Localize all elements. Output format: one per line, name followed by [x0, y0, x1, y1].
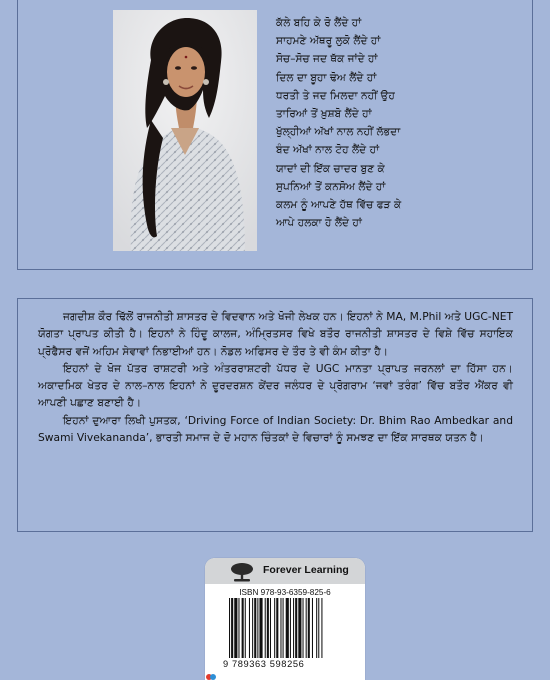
barcode-bar — [274, 598, 275, 658]
bio-paragraph: ਜਗਦੀਸ਼ ਕੌਰ ਢਿੱਲੋਂ ਰਾਜਨੀਤੀ ਸ਼ਾਸਤਰ ਦੇ ਵਿਦਵਾਨ ਅਤੇ ਖੋਜੀ ਲੇਖਕ ਹਨ। ਇਹਨਾਂ ਨੇ MA, M.Phil ਅਤੇ UGC-NET ਯੋਗਤਾ ਪ੍ਰਾਪਤ ਕੀਤੀ ਹੈ। ਇਹਨਾਂ ਨੇ ਹਿੰਦੂ ਕਾਲਜ, ਅੰਮ੍ਰਿਤਸਰ ਵਿਖੇ ਬਤੌਰ ਰਾਜਨੀਤੀ ਸ਼ਾਸਤਰ ਦੇ ਵਿਸ਼ੇ ਵਿੱਚ ਸਹਾਇਕ ਪ੍ਰੋਫੈਸਰ ਵਜੋਂ ਅਹਿਮ ਸੇਵਾਵਾਂ ਨਿਭਾਈਆਂ ਹਨ। ਨੋਡਲ ਅਫਿਸਰ ਦੇ ਤੌਰ ਤੇ ਵੀ ਕੰਮ ਕੀਤਾ ਹੈ। — [38, 310, 513, 358]
publisher-logo-icon — [206, 672, 216, 680]
barcode-bar — [308, 598, 310, 658]
poem-line: ਧਰਤੀ ਤੇ ਜਦ ਮਿਲਦਾ ਨਹੀਂ ਉਹ — [276, 89, 395, 102]
barcode-bar — [298, 598, 301, 658]
barcode-bar — [295, 598, 297, 658]
poem-line: ਕੱਲੇ ਬਹਿ ਕੇ ਰੋ ਲੈਂਦੇ ਹਾਂ — [276, 17, 362, 29]
poem-line: ਆਪੇ ਹਲਕਾ ਹੋ ਲੈਂਦੇ ਹਾਂ — [276, 217, 362, 230]
barcode-bar — [249, 598, 250, 658]
publisher-name: Forever Learning — [263, 564, 349, 576]
bio-paragraph: ਇਹਨਾਂ ਦੁਆਰਾ ਲਿਖੀ ਪੁਸਤਕ, ‘Driving Force of Indian Society: Dr. Bhim Rao Ambedkar and Swami Vivekananda’, ਭਾਰਤੀ ਸਮਾਜ ਦੇ ਦੋ ਮਹਾਨ ਚਿੰਤਕਾਂ ਦੇ ਵਿਚਾਰਾਂ ਨੂੰ ਸਮਝਣ ਦਾ ਇੱਕ ਸਾਰਥਕ ਯਤਨ ਹੈ। — [38, 413, 513, 445]
barcode-card — [205, 558, 365, 680]
barcode-bar — [245, 598, 246, 658]
barcode-bar — [280, 598, 281, 658]
poem-line: ਸੁਪਨਿਆਂ ਤੋਂ ਕਨਸੋਅ ਲੈਂਦੇ ਹਾਂ — [276, 180, 386, 193]
poem-line: ਤਾਰਿਆਂ ਤੋਂ ਖ਼ੁਸ਼ਬੋ ਲੈਂਦੇ ਹਾਂ — [276, 108, 372, 121]
barcode-bar — [293, 598, 294, 658]
author-photo — [113, 10, 257, 251]
barcode-bar — [265, 598, 266, 658]
barcode-bar — [321, 598, 322, 658]
portrait-image — [113, 10, 257, 251]
barcode-bar — [318, 598, 319, 658]
isbn-text: ISBN 978-93-6359-825-6 — [239, 588, 331, 597]
barcode-bar — [231, 598, 233, 658]
barcode-bar — [242, 598, 244, 658]
poem-line: ਕਲਮ ਨੂੰ ਆਪਣੇ ਹੱਥ ਵਿੱਚ ਫੜ ਕੇ — [276, 199, 402, 212]
barcode-bar — [303, 598, 304, 658]
tree-logo-icon — [229, 561, 255, 583]
poem-line: ਸੋਚ–ਸੋਚ ਜਦ ਥੱਕ ਜਾਂਦੇ ਹਾਂ — [276, 53, 378, 66]
publisher-header — [205, 558, 365, 584]
poem-line: ਯਾਦਾਂ ਦੀ ਇੱਕ ਚਾਦਰ ਬੁਣ ਕੇ — [276, 162, 385, 175]
barcode-bar — [290, 598, 291, 658]
barcode-bar — [229, 598, 230, 658]
barcode-image — [229, 598, 347, 658]
barcode-bar — [234, 598, 237, 658]
barcode-bar — [238, 598, 239, 658]
author-bio — [38, 308, 513, 446]
bio-paragraph: ਇਹਨਾਂ ਦੇ ਖੋਜ ਪੱਤਰ ਰਾਸ਼ਟਰੀ ਅਤੇ ਅੰਤਰਰਾਸ਼ਟਰੀ ਪੱਧਰ ਦੇ UGC ਮਾਨਤਾ ਪ੍ਰਾਪਤ ਜਰਨਲਾਂ ਦਾ ਹਿੱਸਾ ਹਨ। ਅਕਾਦਮਿਕ ਖੇਤਰ ਦੇ ਨਾਲ–ਨਾਲ ਇਹਨਾਂ ਨੇ ਦੂਰਦਰਸ਼ਨ ਕੇਂਦਰ ਜਲੰਧਰ ਦੇ ਪ੍ਰੋਗਰਾਮ ‘ਜਵਾਂ ਤਰੰਗ’ ਵਿੱਚ ਬਤੌਰ ਐਂਕਰ ਵੀ ਆਪਣੀ ਪਛਾਣ ਬਣਾਈ ਹੈ। — [38, 361, 513, 410]
barcode-bar — [283, 598, 284, 658]
poem-line: ਸਾਹਮਣੇ ਅੱਥਰੂ ਲੁਕੋ ਲੈਂਦੇ ਹਾਂ — [276, 35, 381, 48]
barcode-bar — [252, 598, 253, 658]
poem-line: ਖੁੱਲ੍ਹੀਆਂ ਅੱਖਾਂ ਨਾਲ ਨਹੀਂ ਲੱਭਦਾ — [276, 126, 401, 139]
poem-line: ਦਿਲ ਦਾ ਬੂਹਾ ਢੋਅ ਲੈਂਦੇ ਹਾਂ — [276, 71, 377, 84]
barcode-bar — [312, 598, 313, 658]
poem-line: ਬੰਦ ਅੱਖਾਂ ਨਾਲ ਟੋਹ ਲੈਂਦੇ ਹਾਂ — [276, 144, 380, 157]
barcode-bar — [257, 598, 258, 658]
barcode-bar — [306, 598, 307, 658]
barcode-bar — [286, 598, 289, 658]
barcode-bar — [276, 598, 278, 658]
barcode-bar — [316, 598, 317, 658]
barcode-bar — [270, 598, 271, 658]
barcode-bar — [254, 598, 256, 658]
barcode-bar — [267, 598, 269, 658]
barcode-bar — [259, 598, 262, 658]
barcode-digits: 9 789363 598256 — [223, 659, 305, 669]
poem — [276, 14, 526, 232]
